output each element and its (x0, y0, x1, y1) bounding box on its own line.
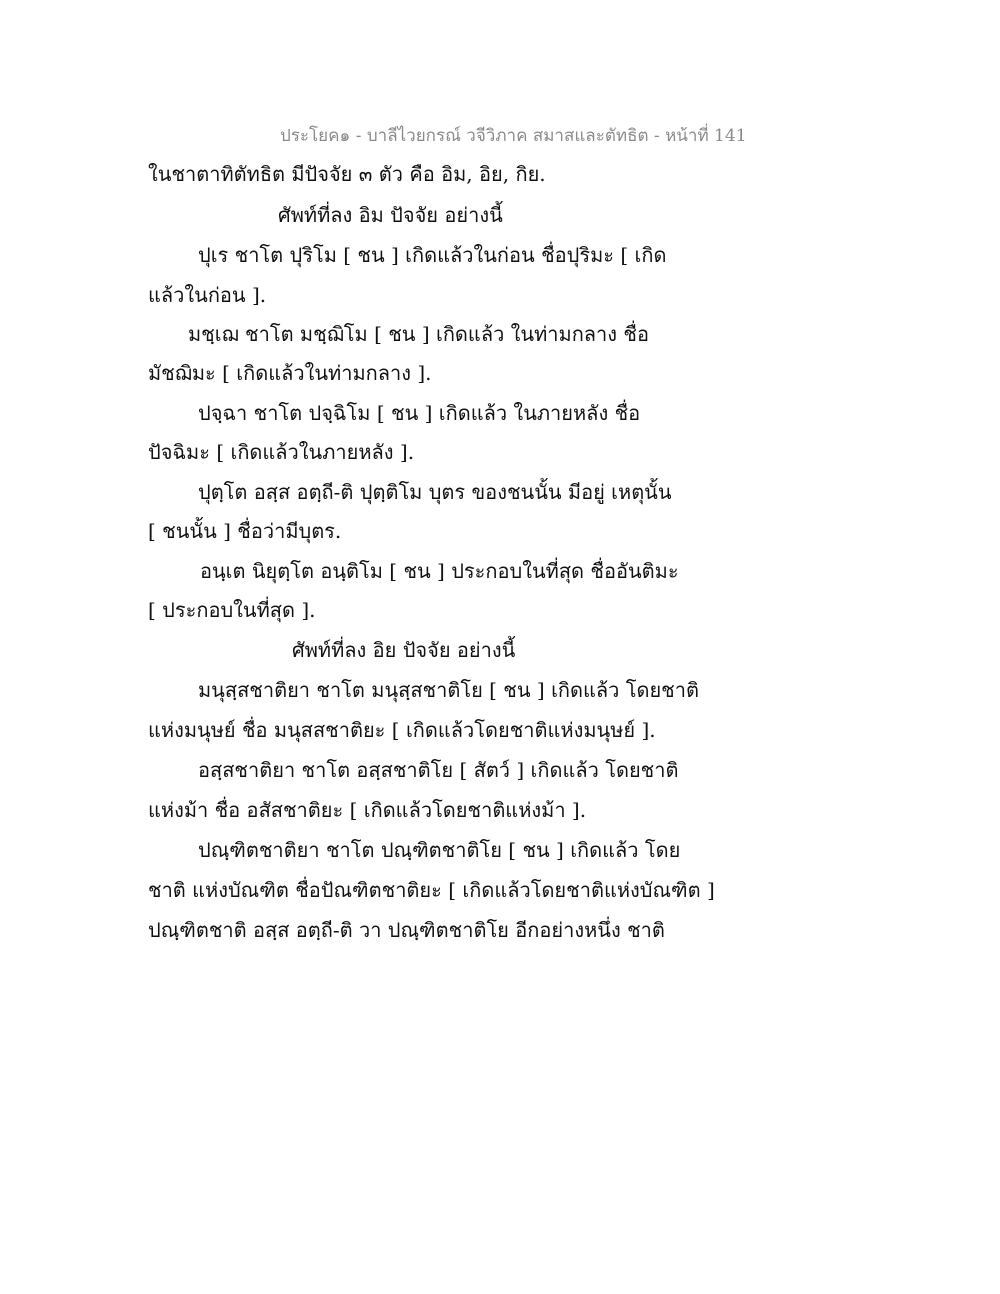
text-line: แห่งม้า ชื่อ อสัสชาติยะ [ เกิดแล้วโดยชาติแห่งม้า ]. (148, 798, 587, 822)
section-heading: ศัพท์ที่ลง อิม ปัจจัย อย่างนี้ (278, 203, 503, 227)
text-line: มนุสฺสชาติยา ชาโต มนุสฺสชาติโย [ ชน ] เกิดแล้ว โดยชาติ (198, 678, 699, 702)
page-header: ประโยค๑ - บาลีไวยกรณ์ วจีวิภาค สมาสและตัทธิต - หน้าที่ 141 (280, 126, 747, 146)
text-line: ปจฺฉา ชาโต ปจฺฉิโม [ ชน ] เกิดแล้ว ในภายหลัง ชื่อ (198, 401, 641, 425)
text-line: [ ประกอบในที่สุด ]. (148, 598, 316, 622)
text-line: ปุตฺโต อสฺส อตฺถี-ติ ปุตฺติโม บุตร ของชนนั้น มีอยู่ เหตุนั้น (198, 480, 672, 504)
text-line: แล้วในก่อน ]. (148, 283, 267, 307)
text-line: มชฺเฌ ชาโต มชฺฌิโม [ ชน ] เกิดแล้ว ในท่ามกลาง ชื่อ (188, 322, 649, 346)
text-line: อนฺเต นิยุตฺโต อนฺติโม [ ชน ] ประกอบในที่สุด ชื่ออันติมะ (200, 559, 679, 583)
text-line: มัชฌิมะ [ เกิดแล้วในท่ามกลาง ]. (148, 361, 432, 385)
text-line: ปณฺฑิตชาติ อสฺส อตฺถี-ติ วา ปณฺฑิตชาติโย อีกอย่างหนึ่ง ชาติ (148, 918, 665, 942)
text-line: ปัจฉิมะ [ เกิดแล้วในภายหลัง ]. (148, 440, 415, 464)
text-line: แห่งมนุษย์ ชื่อ มนุสสชาติยะ [ เกิดแล้วโดยชาติแห่งมนุษย์ ]. (148, 718, 656, 742)
text-line: ปุเร ชาโต ปุริโม [ ชน ] เกิดแล้วในก่อน ชื่อปุริมะ [ เกิด (198, 243, 667, 267)
section-heading: ศัพท์ที่ลง อิย ปัจจัย อย่างนี้ (292, 638, 516, 662)
text-line: [ ชนนั้น ] ชื่อว่ามีบุตร. (148, 519, 342, 543)
text-line: ปณฺฑิตชาติยา ชาโต ปณฺฑิตชาติโย [ ชน ] เกิดแล้ว โดย (198, 838, 681, 862)
text-line: ชาติ แห่งบัณฑิต ชื่อปัณฑิตชาติยะ [ เกิดแล้วโดยชาติแห่งบัณฑิต ] (148, 878, 715, 902)
text-line: ในชาตาทิตัทธิต มีปัจจัย ๓ ตัว คือ อิม, อิย, กิย. (148, 162, 546, 186)
text-line: อสฺสชาติยา ชาโต อสฺสชาติโย [ สัตว์ ] เกิดแล้ว โดยชาติ (198, 758, 679, 782)
